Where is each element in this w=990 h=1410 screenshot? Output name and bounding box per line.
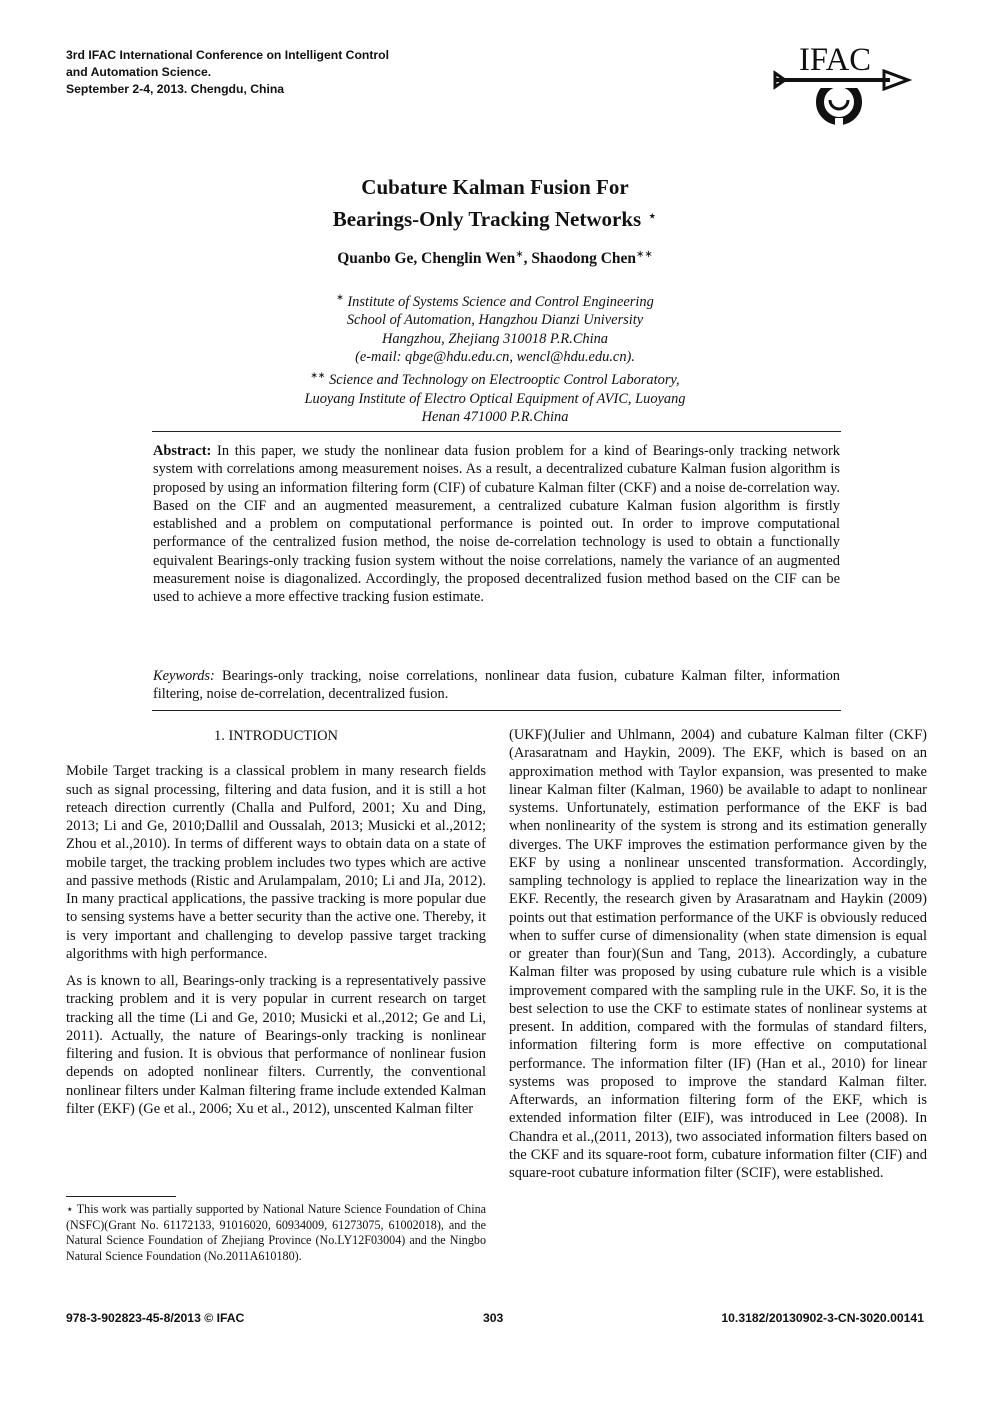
footnote-text: This work was partially supported by National Nature Science Foundation of China (NSFC)(Grant No. 61172133, 91016020, 60934009, 61273075, 61002018), and the Natural Science Foundation of Zhejiang Province (No.LY12F03004) and the Ningbo Natural Science Foundation (No.2011A610180).: [66, 1202, 486, 1263]
keywords-text: Bearings-only tracking, noise correlations, nonlinear data fusion, cubature Kalman filter, information filtering, noise de-correlation, decentralized fusion.: [153, 668, 841, 703]
footer-doi: 10.3182/20130902-3-CN-3020.00141: [721, 1311, 924, 1325]
author-mark: ∗∗: [636, 249, 653, 260]
affiliation-line: (e-mail: qbge@hdu.edu.cn, wencl@hdu.edu.cn).: [355, 349, 635, 366]
author-mark: ∗: [515, 249, 524, 260]
affiliation-line: [195, 366, 795, 389]
keywords: [153, 667, 840, 704]
affiliation-line: Hangzhou, Zhejiang 310018 P.R.China: [382, 330, 608, 347]
affiliation-line: School of Automation, Hangzhou Dianzi University: [346, 312, 644, 329]
affiliation-mark: ∗: [336, 292, 344, 302]
affiliation-line: Luoyang Institute of Electro Optical Equipment of AVIC, Luoyang: [304, 390, 686, 407]
title-line-2-text: Bearings-Only Tracking Networks: [332, 207, 642, 231]
conference-line-2: and Automation Science.: [66, 65, 212, 79]
ifac-logo-text: IFAC: [799, 42, 871, 78]
abstract-text: In this paper, we study the nonlinear data fusion problem for a kind of Bearings-only tracking network system with correlations among measurement noises. As a result, a decentralized cubature Kalman fusion algorithm is proposed by using an information filtering form (CIF) of cubature Kalman filter (CKF) and a noise de-correlation way. Based on the CIF and an augmented measurement, a centralized cubature Kalman fusion algorithm is firstly established and a problem on computational performance is pointed out. In order to improve computational performance of the centralized fusion method, the noise de-correlation technology is used to obtain a functionally equivalent Bearings-only tracking fusion system without the noise correlations, namely the variance of an augmented measurement noise is diagonalized. Accordingly, the proposed decentralized fusion method based on the CIF can be used to achieve a more effective tracking fusion estimate.: [153, 443, 840, 606]
right-column: [509, 726, 927, 1182]
intro-paragraph-1: Mobile Target tracking is a classical problem in many research fields such as signal processing, filtering and data fusion, and it is still a hot reteach direction currently (Challa and Pulford, 2001; Xu and Ding, 2013; Li and Ge, 2010;Dallil and Oussalah, 2013; Musicki et al.,2012; Zhou et al.,2010). In terms of different ways to obtain data on a state of mobile target, the tracking problem includes two types which are active and passive methods (Ristic and Arulampalam, 2010; Li and JIa, 2012). In many practical applications, the passive tracking is more popular due to sensing systems have a better security than the active one. Thereby, it is very important and challenging to develop passive target tracking algorithms with high performance.: [66, 763, 486, 962]
footer-isbn: 978-3-902823-45-8/2013 © IFAC: [66, 1311, 245, 1325]
author-name: Chenglin Wen: [421, 250, 516, 268]
abstract-top-rule: [152, 431, 841, 432]
affiliation-mark: ∗∗: [310, 370, 326, 381]
affiliation-text: Institute of Systems Science and Control Engineering: [347, 293, 654, 310]
paper-title: [195, 173, 795, 234]
conference-line-1: 3rd IFAC International Conference on Intelligent Control: [66, 48, 389, 62]
intro-paragraph-2: As is known to all, Bearings-only tracking is a representatively passive tracking problem and it is very popular in current research on target tracking all the time (Li and Ge, 2010; Musicki et al.,2012; Ge and Li, 2011). Actually, the nature of Bearings-only tracking is nonlinear filtering and fusion. It is obvious that performance of nonlinear fusion depends on adopted nonlinear filters. Currently, the conventional nonlinear filters under Kalman filtering frame include extended Kalman filter (EKF) (Ge et al., 2006; Xu et al., 2012), unscented Kalman filter: [66, 973, 486, 1117]
title-footnote-mark: ⋆: [647, 208, 658, 225]
ifac-logo: [772, 40, 912, 135]
title-line-1: Cubature Kalman Fusion For: [361, 175, 629, 199]
funding-footnote: [66, 1202, 486, 1264]
footnote-mark: ⋆: [66, 1202, 74, 1216]
affiliations: [195, 288, 795, 426]
affiliation-line: Henan 471000 P.R.China: [421, 409, 569, 426]
keywords-label: Keywords:: [153, 668, 215, 684]
abstract-label: Abstract:: [153, 443, 212, 459]
abstract: [153, 442, 840, 607]
conference-line-3: September 2-4, 2013. Chengdu, China: [66, 82, 285, 96]
author-name: , Shaodong Chen: [523, 250, 637, 268]
affiliation-text: Science and Technology on Electrooptic Control Laboratory,: [329, 372, 680, 389]
page-number: 303: [483, 1311, 504, 1325]
section-heading: 1. INTRODUCTION: [213, 728, 339, 744]
footnote-rule: [66, 1196, 176, 1197]
left-column: [66, 727, 486, 1118]
affiliation-line: [195, 288, 795, 311]
conference-info: [66, 47, 486, 98]
author-name: Quanbo Ge,: [337, 250, 418, 268]
author-list: [195, 249, 795, 268]
keywords-bottom-rule: [152, 710, 841, 711]
intro-paragraph-3: (UKF)(Julier and Uhlmann, 2004) and cubature Kalman filter (CKF)(Arasaratnam and Haykin, 2009). The EKF, which is based on an approximation method with Taylor expansion, was presented to make linear Kalman filter (Kalman, 1960) be available to adapt to nonlinear systems. Unfortunately, estimation performance of the EKF is bad when nonlinearity of the system is strong and its estimation generally diverges. The UKF improves the estimation performance given by the EKF by using a nonlinear unscented transformation. Accordingly, sampling technology is applied to replace the linearization way in the EKF. Recently, the research given by Arasaratnam and Haykin (2009) points out that estimation performance of the UKF is obviously reduced when to suffer curse of dimensionality (when state dimension is equal or greater than four)(Sun and Tang, 2013). Accordingly, a cubature Kalman filter was proposed by using cubature rule which is a visible improvement compared with the sampling rule in the UKF. So, it is the best selection to use the CKF to estimate states of nonlinear systems at present. In addition, compared with the formulas of standard filters, information filtering form is more effective on computational performance. The information filter (IF) (Han et al., 2010) for linear systems was proposed to improve the standard Kalman filter. Afterwards, an information filtering form of the EKF, which is extended information filter (EIF), was introduced in Lee (2008). In Chandra et al.,(2011, 2013), two associated information filters based on the CKF and its square-root form, cubature information filter (CIF) and square-root cubature information filter (SCIF), were established.: [509, 727, 927, 1181]
title-line-2: [195, 202, 795, 234]
